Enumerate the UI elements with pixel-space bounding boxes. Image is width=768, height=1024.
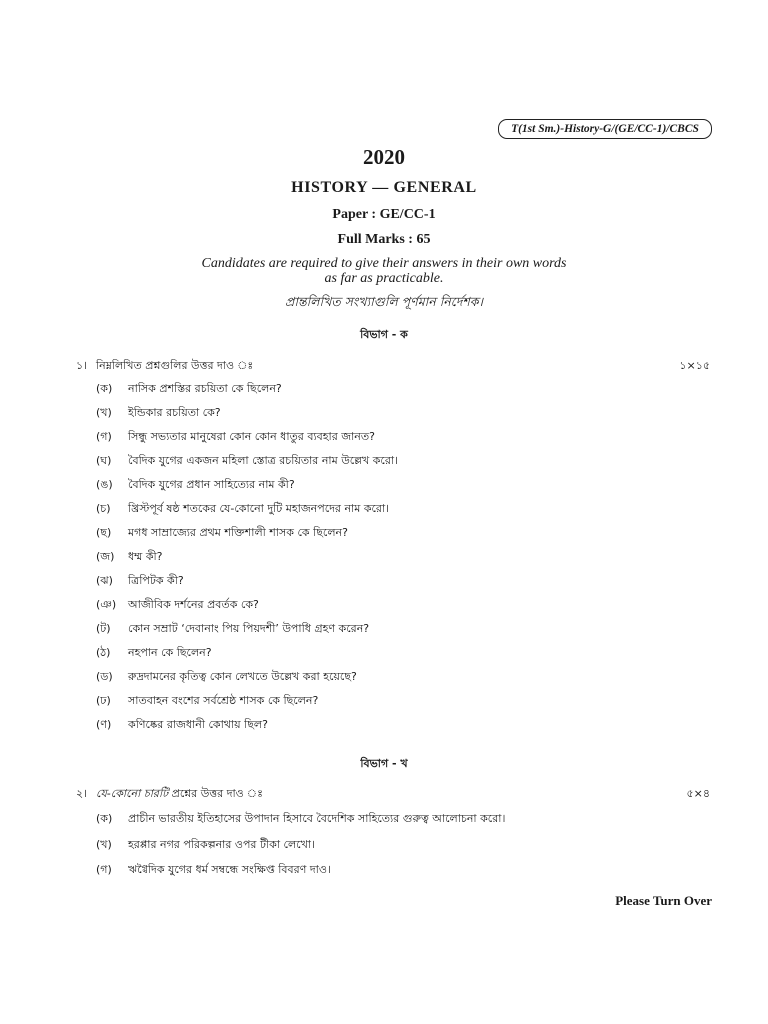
list-item <box>96 669 716 685</box>
question-2-emphasis: যে-কোনো চারটি <box>96 787 169 800</box>
item-text: বৈদিক যুগের প্রধান সাহিত্যের নাম কী? <box>128 478 295 491</box>
item-label: (ক) <box>96 382 113 395</box>
item-label: (ট) <box>96 622 111 635</box>
item-text: ধম্ম কী? <box>128 550 163 563</box>
item-label: (ঘ) <box>96 454 112 467</box>
item-label: (চ) <box>96 502 111 515</box>
item-label: (খ) <box>96 838 112 851</box>
item-text: মগধ সাম্রাজ্যের প্রথম শক্তিশালী শাসক কে ছিলেন? <box>128 526 348 539</box>
subject-title: HISTORY — GENERAL <box>291 179 477 196</box>
margin-note: প্রান্তলিখিত সংখ্যাগুলি পূর্ণমান নির্দেশক। <box>285 294 483 309</box>
question-1-text: নিম্নলিখিত প্রশ্নগুলির উত্তর দাও ঃ <box>96 359 254 372</box>
section-b-title: বিভাগ - খ <box>360 757 408 770</box>
list-item <box>96 717 716 733</box>
section-a-title: বিভাগ - ক <box>360 328 408 341</box>
list-item <box>96 453 716 469</box>
item-text: কোন সম্রাট ‘দেবানাং পিয় পিয়দশী’ উপাধি গ্রহণ করেন? <box>128 622 370 635</box>
list-item <box>96 381 716 397</box>
list-item <box>96 693 716 709</box>
item-label: (ঝ) <box>96 574 113 587</box>
exam-year: 2020 <box>363 145 405 169</box>
item-label: (গ) <box>96 430 112 443</box>
question-2-marks: ৫×৪ <box>686 787 710 800</box>
question-1-marks: ১×১৫ <box>679 359 710 372</box>
paper-code-line: Paper : GE/CC-1 <box>332 207 436 222</box>
item-text: নহপান কে ছিলেন? <box>128 646 212 659</box>
list-item <box>96 501 716 517</box>
instruction-line-2: as far as practicable. <box>324 271 444 286</box>
instructions <box>0 256 768 286</box>
item-label: (ক) <box>96 812 113 825</box>
item-text: হরপ্পার নগর পরিকল্পনার ওপর টীকা লেখো। <box>128 838 315 851</box>
list-item <box>96 429 716 445</box>
question-2-text <box>96 786 263 802</box>
list-item <box>96 811 716 827</box>
item-label: (ঞ) <box>96 598 117 611</box>
item-label: (খ) <box>96 406 112 419</box>
paper-code: T(1st Sm.)-History-G/(GE/CC-1)/CBCS <box>498 119 712 139</box>
item-text: নাসিক প্রশস্তির রচয়িতা কে ছিলেন? <box>128 382 282 395</box>
item-text: ইন্ডিকার রচয়িতা কে? <box>128 406 221 419</box>
list-item <box>96 477 716 493</box>
item-label: (গ) <box>96 863 112 876</box>
item-text: সাতবাহন বংশের সর্বশ্রেষ্ঠ শাসক কে ছিলেন? <box>128 694 319 707</box>
list-item <box>96 862 716 878</box>
item-text: ত্রিপিটক কী? <box>128 574 184 587</box>
list-item <box>96 573 716 589</box>
item-text: ঋগ্বৈদিক যুগের ধর্ম সম্বন্ধে সংক্ষিপ্ত বিবরণ দাও। <box>128 863 331 876</box>
list-item <box>96 621 716 637</box>
question-2-rest: প্রশ্নের উত্তর দাও ঃ <box>168 787 263 800</box>
list-item <box>96 597 716 613</box>
item-label: (ঠ) <box>96 646 111 659</box>
question-1-number: ১। <box>76 359 88 372</box>
please-turn-over: Please Turn Over <box>615 893 712 908</box>
item-label: (ণ) <box>96 718 112 731</box>
item-label: (ঢ) <box>96 694 111 707</box>
item-label: (ঙ) <box>96 478 113 491</box>
item-text: সিন্ধু সভ্যতার মানুষেরা কোন কোন ধাতুর ব্যবহার জানত? <box>128 430 375 443</box>
list-item <box>96 549 716 565</box>
list-item <box>96 405 716 421</box>
question-2-number: ২। <box>76 787 88 800</box>
list-item <box>96 837 716 853</box>
full-marks: Full Marks : 65 <box>337 232 431 247</box>
list-item <box>96 525 716 541</box>
item-text: খ্রিস্টপূর্ব ষষ্ঠ শতকের যে-কোনো দুটি মহাজনপদের নাম করো। <box>128 502 390 515</box>
item-label: (জ) <box>96 550 115 563</box>
item-text: আজীবিক দর্শনের প্রবর্তক কে? <box>128 598 259 611</box>
instruction-line-1: Candidates are required to give their answers in their own words <box>201 256 567 271</box>
item-text: বৈদিক যুগের একজন মহিলা স্তোত্র রচয়িতার নাম উল্লেখ করো। <box>128 454 399 467</box>
list-item <box>96 645 716 661</box>
item-text: রুদ্রদামনের কৃতিত্ব কোন লেখতে উল্লেখ করা হয়েছে? <box>128 670 357 683</box>
item-text: প্রাচীন ভারতীয় ইতিহাসের উপাদান হিসাবে বৈদেশিক সাহিত্যের গুরুত্ব আলোচনা করো। <box>128 812 506 825</box>
item-text: কণিষ্কের রাজধানী কোথায় ছিল? <box>128 718 268 731</box>
item-label: (ছ) <box>96 526 112 539</box>
item-label: (ড) <box>96 670 113 683</box>
